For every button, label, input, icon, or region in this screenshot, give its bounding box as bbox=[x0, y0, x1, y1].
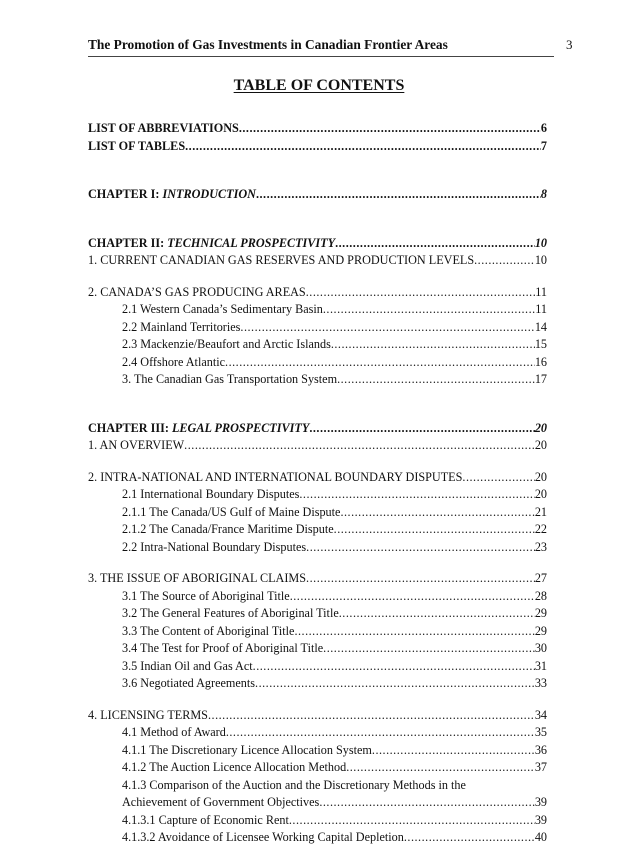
toc-entry[interactable]: 4. LICENSING TERMS ..... 34 bbox=[88, 707, 547, 725]
toc-subentry[interactable]: 2.4 Offshore Atlantic ..... 16 bbox=[88, 354, 547, 372]
toc-subentry[interactable]: 2.1 Western Canada’s Sedimentary Basin ..... 11 bbox=[88, 301, 547, 319]
toc-entry-chapter-1[interactable]: CHAPTER I: INTRODUCTION ..... 8 bbox=[88, 186, 547, 204]
toc-entry-tables[interactable]: LIST OF TABLES ..... 7 bbox=[88, 138, 547, 156]
toc-subentry-multiline[interactable]: 4.1.3 Comparison of the Auction and the Discretionary Methods in the Achievement of Government Objectives ..... 39 bbox=[88, 777, 547, 812]
toc-subentry[interactable]: 2.1.1 The Canada/US Gulf of Maine Dispute ..... 21 bbox=[88, 504, 547, 522]
toc-subentry[interactable]: 4.1 Method of Award ..... 35 bbox=[88, 724, 547, 742]
toc-subentry[interactable]: 2.1 International Boundary Disputes ..... 20 bbox=[88, 486, 547, 504]
toc-subentry[interactable]: 3.1 The Source of Aboriginal Title ..... 28 bbox=[88, 588, 547, 606]
toc-subentry[interactable]: 2.2 Mainland Territories ..... 14 bbox=[88, 319, 547, 337]
toc-subentry[interactable]: 3.4 The Test for Proof of Aboriginal Title ..... 30 bbox=[88, 640, 547, 658]
toc-heading-text: TABLE OF CONTENTS bbox=[233, 77, 405, 94]
toc-subentry[interactable]: 3. The Canadian Gas Transportation System ..... 17 bbox=[88, 371, 547, 389]
toc-subentry[interactable]: 4.1.1 The Discretionary Licence Allocation System ..... 36 bbox=[88, 742, 547, 760]
toc-subentry[interactable]: 4.1.3.1 Capture of Economic Rent ..... 39 bbox=[88, 812, 547, 830]
header-title: The Promotion of Gas Investments in Canadian Frontier Areas bbox=[88, 37, 448, 52]
toc-entry[interactable]: 3. THE ISSUE OF ABORIGINAL CLAIMS ..... 27 bbox=[88, 570, 547, 588]
toc-subentry[interactable]: 4.1.3.2 Avoidance of Licensee Working Capital Depletion ..... 40 bbox=[88, 829, 547, 847]
toc-subentry[interactable]: 3.3 The Content of Aboriginal Title ..... 29 bbox=[88, 623, 547, 641]
toc-entry[interactable]: 1. CURRENT CANADIAN GAS RESERVES AND PRODUCTION LEVELS ..... 10 bbox=[88, 252, 547, 270]
toc-subentry[interactable]: 3.2 The General Features of Aboriginal Title ..... 29 bbox=[88, 605, 547, 623]
toc-subentry[interactable]: 4.1.2 The Auction Licence Allocation Method ..... 37 bbox=[88, 759, 547, 777]
toc-heading bbox=[0, 77, 638, 95]
toc-subentry[interactable]: 2.1.2 The Canada/France Maritime Dispute ..... 22 bbox=[88, 521, 547, 539]
toc-entry-chapter-2[interactable]: CHAPTER II: TECHNICAL PROSPECTIVITY ..... 10 bbox=[88, 235, 547, 253]
toc-subentry[interactable]: 3.6 Negotiated Agreements ..... 33 bbox=[88, 675, 547, 693]
toc-subentry[interactable]: 2.3 Mackenzie/Beaufort and Arctic Islands ..... 15 bbox=[88, 336, 547, 354]
page-number: 3 bbox=[566, 37, 573, 52]
toc-entry-chapter-3[interactable]: CHAPTER III: LEGAL PROSPECTIVITY ..... 20 bbox=[88, 420, 547, 438]
toc-subentry[interactable]: 2.2 Intra-National Boundary Disputes ..... 23 bbox=[88, 539, 547, 557]
toc-entry[interactable]: 2. INTRA-NATIONAL AND INTERNATIONAL BOUNDARY DISPUTES ..... 20 bbox=[88, 469, 547, 487]
toc-entry[interactable]: 2. CANADA’S GAS PRODUCING AREAS ..... 11 bbox=[88, 284, 547, 302]
table-of-contents bbox=[88, 120, 547, 847]
running-header bbox=[88, 36, 554, 57]
toc-subentry[interactable]: 3.5 Indian Oil and Gas Act ..... 31 bbox=[88, 658, 547, 676]
toc-entry[interactable]: 1. AN OVERVIEW ..... 20 bbox=[88, 437, 547, 455]
toc-entry-abbreviations[interactable]: LIST OF ABBREVIATIONS ..... 6 bbox=[88, 120, 547, 138]
